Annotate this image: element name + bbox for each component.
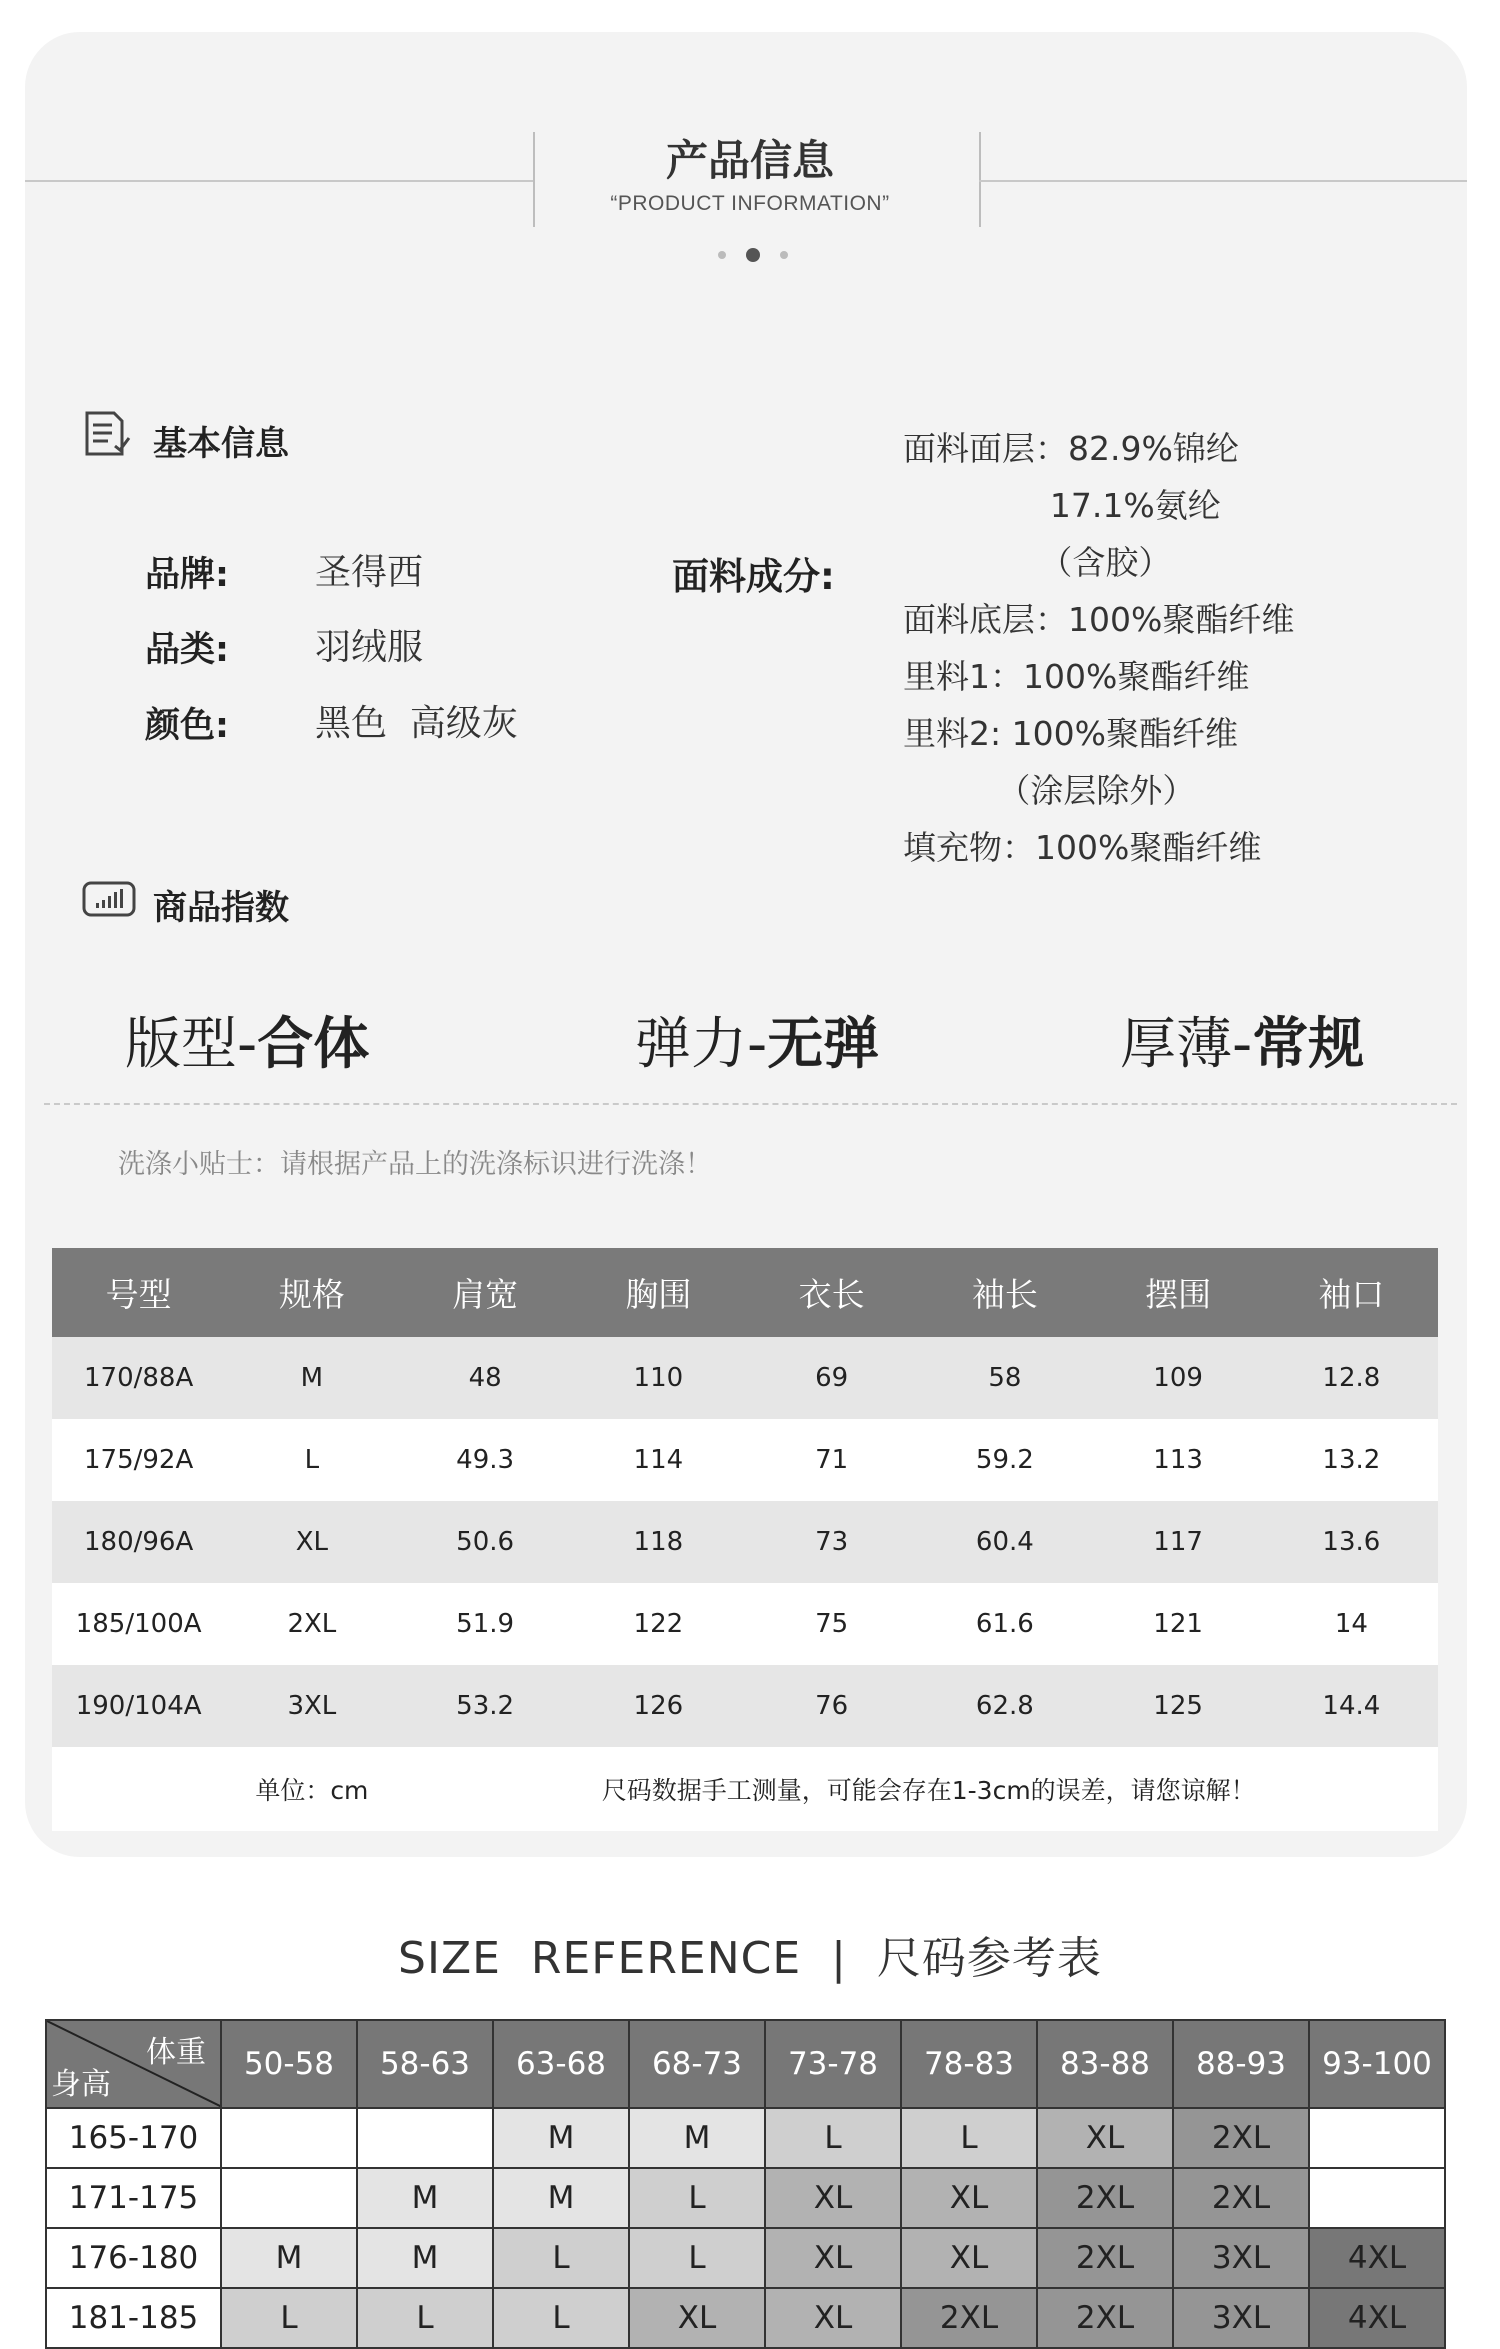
size-cell: XL xyxy=(901,2168,1037,2228)
pager-dot-active xyxy=(746,248,760,262)
size-cell: 2XL xyxy=(1037,2168,1173,2228)
reference-row xyxy=(46,2228,1445,2288)
table-cell: 49.3 xyxy=(399,1419,572,1501)
table-row xyxy=(52,1419,1438,1501)
size-cell: M xyxy=(493,2108,629,2168)
size-cell: 2XL xyxy=(1037,2288,1173,2348)
size-cell: M xyxy=(357,2228,493,2288)
table-cell: L xyxy=(225,1419,398,1501)
table-cell: 3XL xyxy=(225,1665,398,1747)
fabric-line: 17.1%氨纶 xyxy=(903,486,1221,525)
weight-header: 78-83 xyxy=(901,2020,1037,2108)
reference-row xyxy=(46,2108,1445,2168)
size-cell: 2XL xyxy=(901,2288,1037,2348)
size-cell: 4XL xyxy=(1309,2228,1445,2288)
reference-row xyxy=(46,2168,1445,2228)
table-cell: 122 xyxy=(572,1583,745,1665)
fabric-line: 里料2: 100%聚酯纤维 xyxy=(903,714,1238,753)
size-cell: 3XL xyxy=(1173,2228,1309,2288)
corner-height-label: 身高 xyxy=(51,2067,111,2102)
size-cell: L xyxy=(901,2108,1037,2168)
table-cell: 114 xyxy=(572,1419,745,1501)
table-cell: 121 xyxy=(1092,1583,1265,1665)
table-row xyxy=(52,1665,1438,1747)
col-header: 规格 xyxy=(225,1248,398,1337)
fit-index xyxy=(125,1000,369,1080)
table-cell: 59.2 xyxy=(918,1419,1091,1501)
size-cell xyxy=(1309,2168,1445,2228)
table-cell: 170/88A xyxy=(52,1337,225,1419)
size-cell: XL xyxy=(1037,2108,1173,2168)
document-icon xyxy=(82,410,132,460)
size-reference-title: SIZE REFERENCE | 尺码参考表 xyxy=(398,1933,1102,1984)
table-cell: 61.6 xyxy=(918,1583,1091,1665)
size-cell: L xyxy=(493,2288,629,2348)
size-table xyxy=(52,1248,1438,1831)
weight-header: 83-88 xyxy=(1037,2020,1173,2108)
size-cell xyxy=(357,2108,493,2168)
col-header: 衣长 xyxy=(745,1248,918,1337)
measurement-note: 尺码数据手工测量，可能会存在1-3cm的误差，请您谅解！ xyxy=(572,1747,1438,1831)
weight-header: 93-100 xyxy=(1309,2020,1445,2108)
thickness-index xyxy=(1120,1000,1364,1080)
table-cell: 51.9 xyxy=(399,1583,572,1665)
fit-index-name: 版型- xyxy=(125,1012,258,1077)
size-cell: M xyxy=(493,2168,629,2228)
table-cell: 60.4 xyxy=(918,1501,1091,1583)
table-cell: 14 xyxy=(1265,1583,1438,1665)
weight-header: 68-73 xyxy=(629,2020,765,2108)
size-cell: L xyxy=(493,2228,629,2288)
size-reference-table xyxy=(45,2019,1446,2349)
col-header: 袖长 xyxy=(918,1248,1091,1337)
height-cell: 176-180 xyxy=(46,2228,221,2288)
color-label: 颜色: xyxy=(145,706,229,746)
table-cell: 117 xyxy=(1092,1501,1265,1583)
table-cell: 125 xyxy=(1092,1665,1265,1747)
color-value: 黑色 高级灰 xyxy=(315,703,518,744)
pager-dot xyxy=(718,251,726,259)
fabric-line: 填充物：100%聚酯纤维 xyxy=(903,828,1262,867)
page-title: 产品信息 xyxy=(665,136,834,185)
col-header: 胸围 xyxy=(572,1248,745,1337)
table-cell: 53.2 xyxy=(399,1665,572,1747)
table-cell: 126 xyxy=(572,1665,745,1747)
fabric-composition xyxy=(903,420,1294,876)
table-row xyxy=(52,1337,1438,1419)
col-header: 摆围 xyxy=(1092,1248,1265,1337)
col-header: 号型 xyxy=(52,1248,225,1337)
table-cell: 58 xyxy=(918,1337,1091,1419)
table-cell: 13.6 xyxy=(1265,1501,1438,1583)
size-cell: L xyxy=(765,2108,901,2168)
size-cell: M xyxy=(629,2108,765,2168)
category-value: 羽绒服 xyxy=(315,627,424,668)
thickness-index-name: 厚薄- xyxy=(1120,1012,1253,1077)
fabric-line: 面料面层：82.9%锦纶 xyxy=(903,429,1239,468)
table-cell: 113 xyxy=(1092,1419,1265,1501)
fabric-line: 面料底层：100%聚酯纤维 xyxy=(903,600,1295,639)
height-cell: 181-185 xyxy=(46,2288,221,2348)
size-table-header xyxy=(52,1248,1438,1337)
weight-header: 63-68 xyxy=(493,2020,629,2108)
weight-header: 50-58 xyxy=(221,2020,357,2108)
table-cell: 190/104A xyxy=(52,1665,225,1747)
fabric-line: （含胶） xyxy=(903,543,1172,582)
weight-header: 73-78 xyxy=(765,2020,901,2108)
fabric-line: （涂层除外） xyxy=(903,771,1196,810)
size-cell xyxy=(221,2108,357,2168)
size-cell: M xyxy=(357,2168,493,2228)
size-cell xyxy=(1309,2108,1445,2168)
size-cell: L xyxy=(221,2288,357,2348)
table-cell: 62.8 xyxy=(918,1665,1091,1747)
col-header: 肩宽 xyxy=(399,1248,572,1337)
pager-dot xyxy=(780,251,788,259)
col-header: 袖口 xyxy=(1265,1248,1438,1337)
elasticity-index-value: 无弹 xyxy=(767,1012,880,1077)
size-cell xyxy=(221,2168,357,2228)
table-cell: 118 xyxy=(572,1501,745,1583)
brand-value: 圣得西 xyxy=(315,552,424,593)
table-cell: 12.8 xyxy=(1265,1337,1438,1419)
table-cell: M xyxy=(225,1337,398,1419)
table-cell: 71 xyxy=(745,1419,918,1501)
height-cell: 171-175 xyxy=(46,2168,221,2228)
dashed-divider xyxy=(44,1103,1457,1105)
size-cell: L xyxy=(629,2168,765,2228)
size-cell: XL xyxy=(765,2168,901,2228)
table-cell: 109 xyxy=(1092,1337,1265,1419)
table-cell: 75 xyxy=(745,1583,918,1665)
table-cell: 14.4 xyxy=(1265,1665,1438,1747)
fit-index-value: 合体 xyxy=(257,1012,370,1077)
signal-bars-icon xyxy=(82,880,136,918)
weight-header: 58-63 xyxy=(357,2020,493,2108)
weight-header: 88-93 xyxy=(1173,2020,1309,2108)
reference-corner xyxy=(46,2020,221,2108)
size-cell: 2XL xyxy=(1173,2108,1309,2168)
size-cell: 2XL xyxy=(1173,2168,1309,2228)
reference-row xyxy=(46,2288,1445,2348)
table-cell: 50.6 xyxy=(399,1501,572,1583)
size-cell: 4XL xyxy=(1309,2288,1445,2348)
height-cell: 165-170 xyxy=(46,2108,221,2168)
elasticity-index-name: 弹力- xyxy=(635,1012,768,1077)
table-footer xyxy=(52,1747,1438,1831)
table-row xyxy=(52,1501,1438,1583)
fabric-line: 里料1：100%聚酯纤维 xyxy=(903,657,1250,696)
table-cell: 73 xyxy=(745,1501,918,1583)
size-cell: M xyxy=(221,2228,357,2288)
table-cell: 2XL xyxy=(225,1583,398,1665)
size-cell: XL xyxy=(765,2228,901,2288)
elasticity-index xyxy=(635,1000,879,1080)
size-cell: XL xyxy=(901,2228,1037,2288)
table-cell: 110 xyxy=(572,1337,745,1419)
fabric-label: 面料成分: xyxy=(672,555,835,598)
size-cell: XL xyxy=(765,2288,901,2348)
table-cell: 48 xyxy=(399,1337,572,1419)
basic-info-heading: 基本信息 xyxy=(153,424,289,464)
washing-tip: 洗涤小贴士：请根据产品上的洗涤标识进行洗涤！ xyxy=(118,1149,712,1180)
reference-header xyxy=(46,2020,1445,2108)
table-cell: 175/92A xyxy=(52,1419,225,1501)
size-cell: L xyxy=(357,2288,493,2348)
size-cell: 2XL xyxy=(1037,2228,1173,2288)
table-row xyxy=(52,1583,1438,1665)
brand-label: 品牌: xyxy=(145,555,229,595)
size-cell: L xyxy=(629,2228,765,2288)
table-cell: 13.2 xyxy=(1265,1419,1438,1501)
size-cell: 3XL xyxy=(1173,2288,1309,2348)
table-cell: 185/100A xyxy=(52,1583,225,1665)
thickness-index-value: 常规 xyxy=(1252,1012,1365,1077)
table-cell: 76 xyxy=(745,1665,918,1747)
page-subtitle: “PRODUCT INFORMATION” xyxy=(610,192,890,215)
unit-note: 单位：cm xyxy=(52,1747,572,1831)
corner-weight-label: 体重 xyxy=(146,2035,206,2070)
table-cell: 69 xyxy=(745,1337,918,1419)
product-index-heading: 商品指数 xyxy=(153,888,289,928)
table-cell: XL xyxy=(225,1501,398,1583)
table-cell: 180/96A xyxy=(52,1501,225,1583)
category-label: 品类: xyxy=(145,630,229,670)
size-cell: XL xyxy=(629,2288,765,2348)
